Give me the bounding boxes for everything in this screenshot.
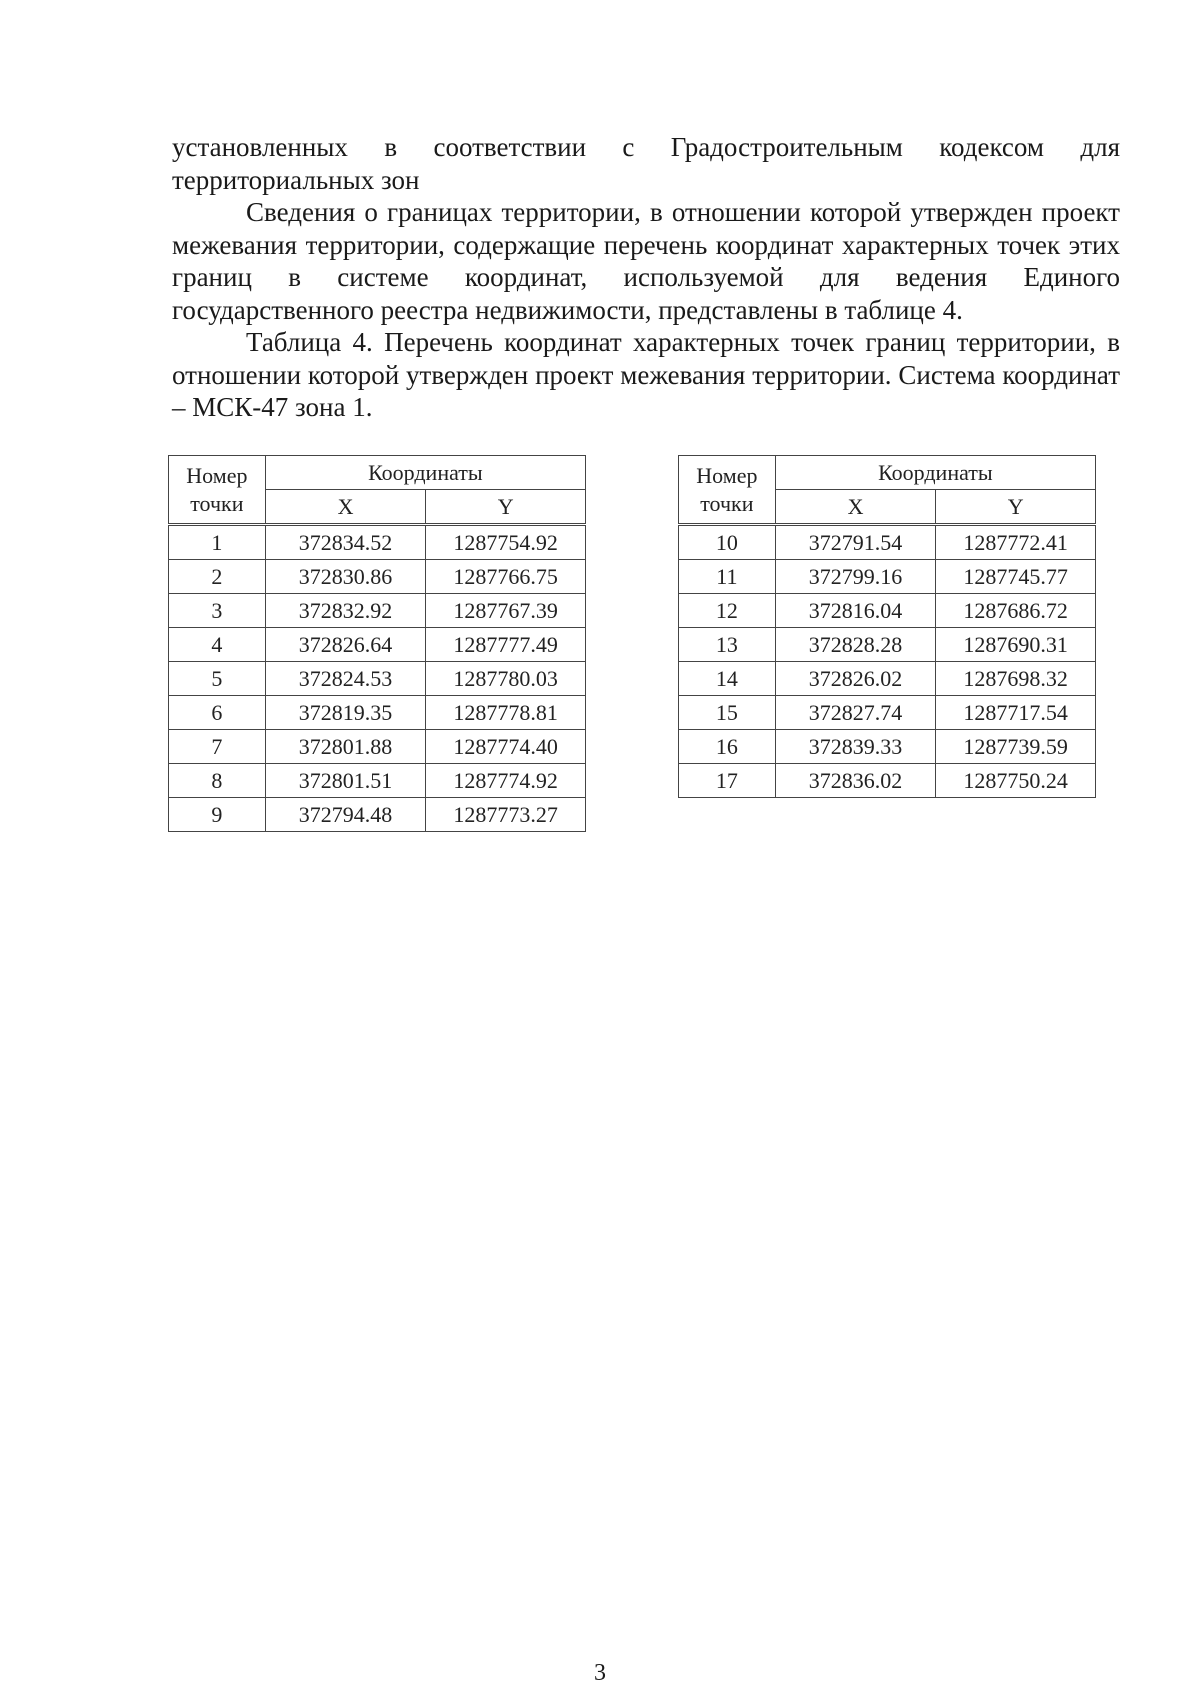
header-y: Y <box>936 490 1096 525</box>
y-cell: 1287698.32 <box>936 662 1096 696</box>
table-row <box>169 662 586 696</box>
point-number-cell: 9 <box>169 798 266 832</box>
header-y: Y <box>426 490 586 525</box>
header-coordinates: Координаты <box>775 456 1095 490</box>
x-cell: 372816.04 <box>775 594 936 628</box>
table-row <box>679 628 1096 662</box>
y-cell: 1287750.24 <box>936 764 1096 798</box>
y-cell: 1287745.77 <box>936 560 1096 594</box>
y-cell: 1287766.75 <box>426 560 586 594</box>
x-cell: 372834.52 <box>265 525 426 560</box>
coordinates-table-right <box>678 455 1096 798</box>
table-row <box>679 696 1096 730</box>
paragraph-text: Сведения о границах территории, в отношении которой утвержден проект межевания территории, содержащие перечень координат характерных точек этих границ в системе координат, используемой для ведения Единого государственного реестра недвижимости, представлены в таблице 4. <box>172 197 1120 325</box>
paragraph-continuation <box>172 131 1120 196</box>
point-number-cell: 12 <box>679 594 776 628</box>
y-cell: 1287767.39 <box>426 594 586 628</box>
x-cell: 372799.16 <box>775 560 936 594</box>
x-cell: 372801.88 <box>265 730 426 764</box>
table-caption-text: Таблица 4. Перечень координат характерных точек границ территории, в отношении которой утвержден проект межевания территории. Система координат – МСК-47 зона 1. <box>172 327 1120 422</box>
point-number-cell: 6 <box>169 696 266 730</box>
y-cell: 1287774.92 <box>426 764 586 798</box>
table-row <box>169 594 586 628</box>
x-cell: 372832.92 <box>265 594 426 628</box>
point-number-cell: 14 <box>679 662 776 696</box>
page-number: 3 <box>594 1660 606 1686</box>
point-number-cell: 17 <box>679 764 776 798</box>
y-cell: 1287777.49 <box>426 628 586 662</box>
header-point-number: Номер точки <box>679 456 776 525</box>
y-cell: 1287739.59 <box>936 730 1096 764</box>
coordinates-table-left <box>168 455 586 832</box>
point-number-cell: 4 <box>169 628 266 662</box>
table-row <box>169 628 586 662</box>
x-cell: 372801.51 <box>265 764 426 798</box>
point-number-cell: 3 <box>169 594 266 628</box>
table-caption <box>172 326 1120 424</box>
table-row <box>679 730 1096 764</box>
point-number-cell: 16 <box>679 730 776 764</box>
point-number-cell: 10 <box>679 525 776 560</box>
header-coordinates: Координаты <box>265 456 585 490</box>
paragraph-boundaries-info <box>172 196 1120 326</box>
y-cell: 1287773.27 <box>426 798 586 832</box>
table-row <box>169 525 586 560</box>
paragraph-text: установленных в соответствии с Градостроительным кодексом для территориальных зон <box>172 132 1120 195</box>
table-row <box>679 594 1096 628</box>
y-cell: 1287778.81 <box>426 696 586 730</box>
table-row <box>169 764 586 798</box>
table-row <box>679 560 1096 594</box>
y-cell: 1287754.92 <box>426 525 586 560</box>
point-number-cell: 7 <box>169 730 266 764</box>
point-number-cell: 11 <box>679 560 776 594</box>
x-cell: 372819.35 <box>265 696 426 730</box>
point-number-cell: 15 <box>679 696 776 730</box>
x-cell: 372836.02 <box>775 764 936 798</box>
x-cell: 372824.53 <box>265 662 426 696</box>
table-row <box>679 525 1096 560</box>
table-row <box>169 798 586 832</box>
y-cell: 1287690.31 <box>936 628 1096 662</box>
table-row <box>679 764 1096 798</box>
point-number-cell: 2 <box>169 560 266 594</box>
y-cell: 1287717.54 <box>936 696 1096 730</box>
header-point-number: Номер точки <box>169 456 266 525</box>
header-x: X <box>265 490 426 525</box>
y-cell: 1287774.40 <box>426 730 586 764</box>
point-number-cell: 8 <box>169 764 266 798</box>
y-cell: 1287780.03 <box>426 662 586 696</box>
x-cell: 372826.02 <box>775 662 936 696</box>
x-cell: 372794.48 <box>265 798 426 832</box>
x-cell: 372826.64 <box>265 628 426 662</box>
table-row <box>169 696 586 730</box>
header-x: X <box>775 490 936 525</box>
point-number-cell: 1 <box>169 525 266 560</box>
point-number-cell: 5 <box>169 662 266 696</box>
x-cell: 372839.33 <box>775 730 936 764</box>
point-number-cell: 13 <box>679 628 776 662</box>
table-row <box>169 730 586 764</box>
y-cell: 1287686.72 <box>936 594 1096 628</box>
x-cell: 372791.54 <box>775 525 936 560</box>
table-row <box>679 662 1096 696</box>
x-cell: 372828.28 <box>775 628 936 662</box>
table-row <box>169 560 586 594</box>
x-cell: 372827.74 <box>775 696 936 730</box>
y-cell: 1287772.41 <box>936 525 1096 560</box>
x-cell: 372830.86 <box>265 560 426 594</box>
